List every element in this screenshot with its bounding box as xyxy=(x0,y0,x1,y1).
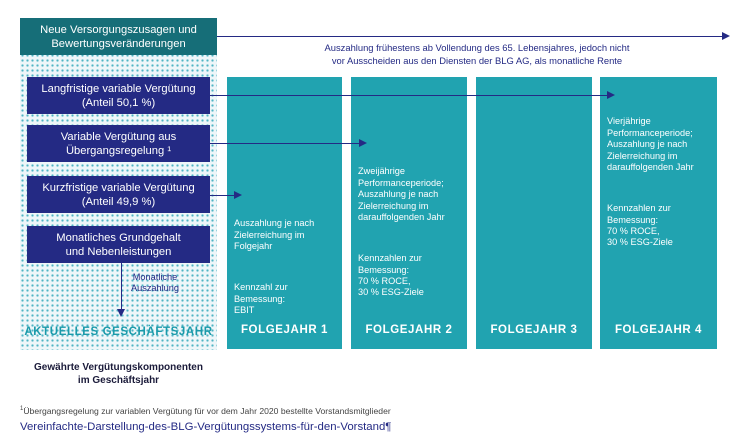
year-4-label: FOLGEJAHR 4 xyxy=(614,324,703,336)
year-1-metric-text: Kennzahl zur Bemessung: EBIT xyxy=(234,282,288,316)
column-year-1 xyxy=(227,77,342,349)
footer-title: Vereinfachte-Darstellung-des-BLG-Vergütungssystems-für-den-Vorstand¶ xyxy=(20,421,392,433)
column-year-4 xyxy=(600,77,717,349)
footnote-text: Übergangsregelung zur variablen Vergütung für vor dem Jahr 2020 bestellte Vorstandsmitglieder xyxy=(23,406,391,416)
box-long-term-variable: Langfristige variable Vergütung (Anteil 50,1 %) xyxy=(27,77,210,114)
year-4-metric-text: Kennzahlen zur Bemessung: 70 % ROCE, 30 % ESG-Ziele xyxy=(607,203,673,248)
year-2-label: FOLGEJAHR 2 xyxy=(365,324,453,336)
monthly-arrow-line xyxy=(121,263,122,310)
column-year-3 xyxy=(476,77,592,349)
pension-arrow-head xyxy=(722,32,730,40)
short-term-arrow-head xyxy=(234,191,242,199)
year-1-payout-text: Auszahlung je nach Zielerreichung im Folgejahr xyxy=(234,218,315,252)
year-2-metric-text: Kennzahlen zur Bemessung: 70 % ROCE, 30 % ESG-Ziele xyxy=(358,253,424,298)
long-term-arrow-line xyxy=(210,95,608,96)
year-2-payout-text: Zweijährige Performanceperiode; Auszahlung je nach Zielerreichung im darauffolgenden Jahr xyxy=(358,166,445,223)
long-term-arrow-head xyxy=(607,91,615,99)
pension-arrow-line xyxy=(217,36,723,37)
column-year-2 xyxy=(351,77,467,349)
box-transition-variable: Variable Vergütung aus Übergangsregelung ¹ xyxy=(27,125,210,162)
current-year-label: AKTUELLES GESCHÄFTSJAHR xyxy=(24,326,213,338)
box-pension-commitments: Neue Versorgungszusagen und Bewertungsveränderungen xyxy=(20,18,217,55)
box-short-term-variable: Kurzfristige variable Vergütung (Anteil 49,9 %) xyxy=(27,176,210,213)
footnote-marker: 1 xyxy=(20,406,24,413)
short-term-arrow-line xyxy=(210,195,235,196)
transition-arrow-head xyxy=(359,139,367,147)
transition-arrow-line xyxy=(210,143,360,144)
year-1-label: FOLGEJAHR 1 xyxy=(240,324,329,336)
pension-payout-note: Auszahlung frühestens ab Vollendung des 65. Lebensjahres, jedoch nicht vor Ausscheiden aus den Diensten der BLG AG, als monatliche Rente xyxy=(324,42,630,66)
box-base-salary: Monatliches Grundgehalt und Nebenleistungen xyxy=(27,226,210,263)
diagram-caption: Gewährte Vergütungskomponenten im Geschäftsjahr xyxy=(34,362,203,386)
monthly-payout-note: Monatliche Auszahlung xyxy=(131,272,180,293)
year-3-label: FOLGEJAHR 3 xyxy=(490,324,578,336)
footnote xyxy=(20,406,391,416)
monthly-arrow-head xyxy=(117,309,125,317)
year-4-payout-text: Vierjährige Performanceperiode; Auszahlung je nach Zielerreichung im darauffolgenden Jahr xyxy=(607,116,694,173)
